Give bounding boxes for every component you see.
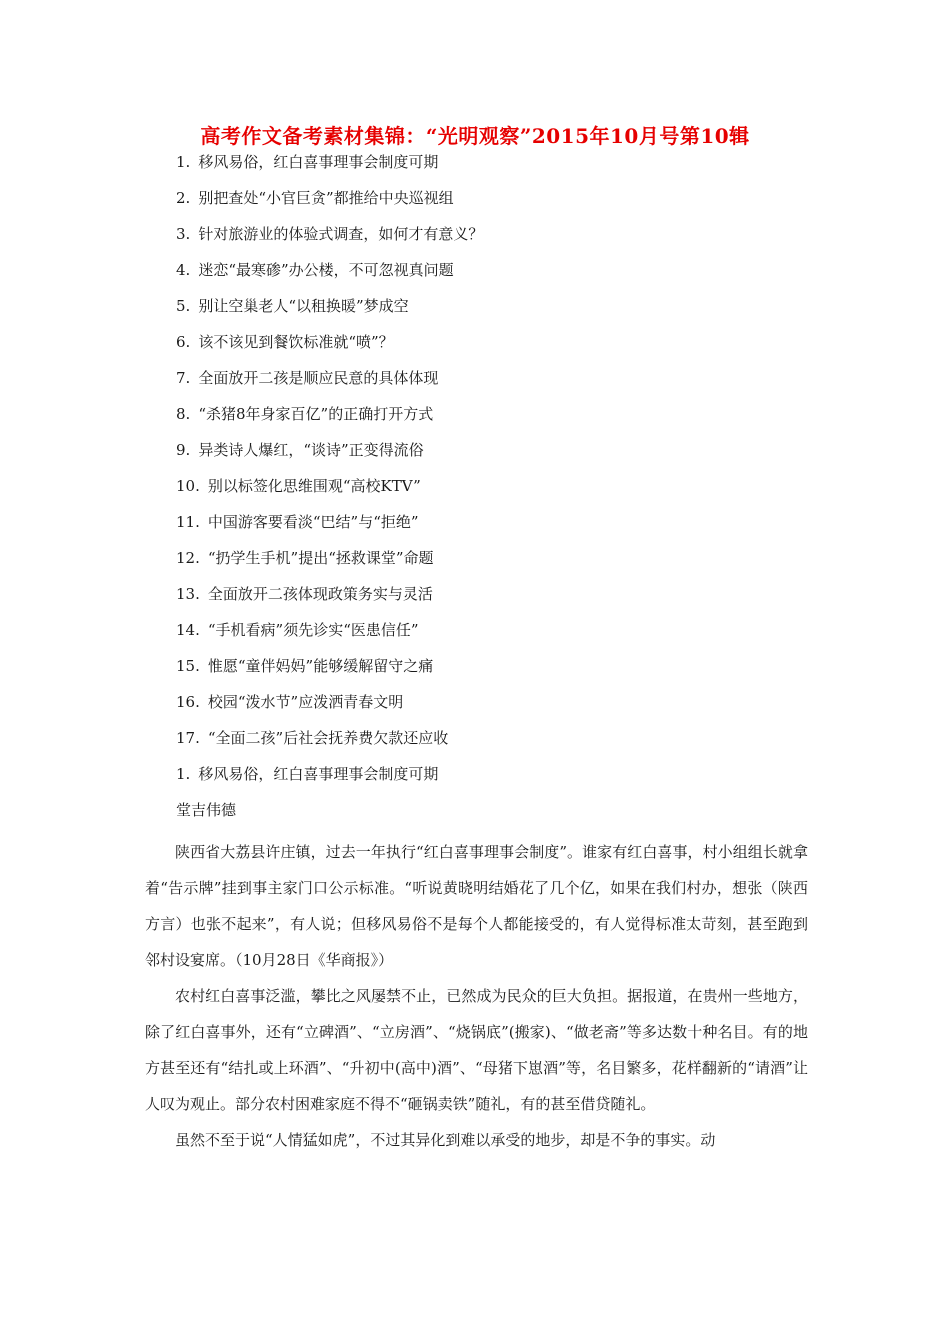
toc-number: 4. <box>176 261 191 279</box>
toc-number: 7. <box>176 369 191 387</box>
toc-number: 9. <box>176 441 191 459</box>
paragraph: 陕西省大荔县许庄镇，过去一年执行“红白喜事理事会制度”。谁家有红白喜事，村小组组长就拿着“告示牌”挂到事主家门口公示标准。“听说黄晓明结婚花了几个亿，如果在我们村办，想张（陕西方言）也张不起来”，有人说；但移风易俗不是每个人都能接受的，有人觉得标准太苛刻，甚至跑到邻村设宴席。（10月28日《华商报》） <box>145 843 808 969</box>
article-author: 堂吉伟德 <box>176 801 237 819</box>
toc-number: 11. <box>176 513 200 531</box>
toc-item-7 <box>176 366 483 402</box>
toc-number: 17. <box>176 729 200 747</box>
toc-text: “手机看病”须先诊实“医患信任” <box>207 621 419 639</box>
toc-item-1 <box>176 150 483 186</box>
toc-text: 别把查处“小官巨贪”都推给中央巡视组 <box>198 189 454 207</box>
toc-number: 16. <box>176 693 200 711</box>
article-number: 1. <box>176 765 191 783</box>
toc-text: “杀猪8年身家百亿”的正确打开方式 <box>198 405 434 423</box>
toc-item-3 <box>176 222 483 258</box>
toc-item-12 <box>176 546 483 582</box>
toc-number: 6. <box>176 333 191 351</box>
toc-number: 5. <box>176 297 191 315</box>
toc-text: “扔学生手机”提出“拯救课堂”命题 <box>207 549 434 567</box>
toc-number: 2. <box>176 189 191 207</box>
article-body <box>145 834 808 1158</box>
paragraph: 虽然不至于说“人情猛如虎”，不过其异化到难以承受的地步，却是不争的事实。动 <box>175 1131 716 1149</box>
page-title: 高考作文备考素材集锦：“光明观察”2015年10月号第10辑 <box>200 124 750 148</box>
toc-text: 中国游客要看淡“巴结”与“拒绝” <box>207 513 419 531</box>
toc-number: 12. <box>176 549 200 567</box>
toc-text: 校园“泼水节”应泼洒青春文明 <box>207 693 404 711</box>
toc-item-15 <box>176 654 483 690</box>
toc-text: 异类诗人爆红，“谈诗”正变得流俗 <box>198 441 424 459</box>
toc-number: 8. <box>176 405 191 423</box>
toc-text: 针对旅游业的体验式调查，如何才有意义？ <box>198 225 484 243</box>
toc-item-5 <box>176 294 483 330</box>
toc-item-9 <box>176 438 483 474</box>
toc-item-13 <box>176 582 483 618</box>
toc-text: “全面二孩”后社会抚养费欠款还应收 <box>207 729 449 747</box>
toc-item-4 <box>176 258 483 294</box>
toc-number: 10. <box>176 477 200 495</box>
toc-text: 全面放开二孩是顺应民意的具体体现 <box>198 369 439 387</box>
toc-item-8 <box>176 402 483 438</box>
toc-text: 别以标签化思维围观“高校KTV” <box>207 477 421 495</box>
toc-number: 3. <box>176 225 191 243</box>
toc-text: 该不该见到餐饮标准就“喷”？ <box>198 333 394 351</box>
article-title: 移风易俗，红白喜事理事会制度可期 <box>198 765 439 783</box>
toc-number: 14. <box>176 621 200 639</box>
toc-text: 全面放开二孩体现政策务实与灵活 <box>207 585 433 603</box>
table-of-contents <box>176 150 483 762</box>
paragraph: 农村红白喜事泛滥，攀比之风屡禁不止，已然成为民众的巨大负担。据报道，在贵州一些地方，除了红白喜事外，还有“立碑酒”、“立房酒”、“烧锅底”(搬家)、“做老斋”等多达数十种名目。有的地方甚至还有“结扎或上环酒”、“升初中(高中)酒”、“母猪下崽酒”等，名目繁多，花样翻新的“请酒”让人叹为观止。部分农村困难家庭不得不“砸锅卖铁”随礼，有的甚至借贷随礼。 <box>145 987 808 1113</box>
toc-text: 惟愿“童伴妈妈”能够缓解留守之痛 <box>207 657 434 675</box>
toc-item-17 <box>176 726 483 762</box>
toc-number: 15. <box>176 657 200 675</box>
article-header <box>176 762 808 834</box>
toc-text: 别让空巢老人“以租换暖”梦成空 <box>198 297 409 315</box>
toc-item-16 <box>176 690 483 726</box>
toc-text: 迷恋“最寒碜”办公楼，不可忽视真问题 <box>198 261 454 279</box>
toc-item-6 <box>176 330 483 366</box>
toc-item-10 <box>176 474 483 510</box>
toc-item-11 <box>176 510 483 546</box>
toc-number: 1. <box>176 153 191 171</box>
article-heading <box>176 762 808 798</box>
toc-item-14 <box>176 618 483 654</box>
toc-text: 移风易俗，红白喜事理事会制度可期 <box>198 153 439 171</box>
toc-number: 13. <box>176 585 200 603</box>
toc-item-2 <box>176 186 483 222</box>
